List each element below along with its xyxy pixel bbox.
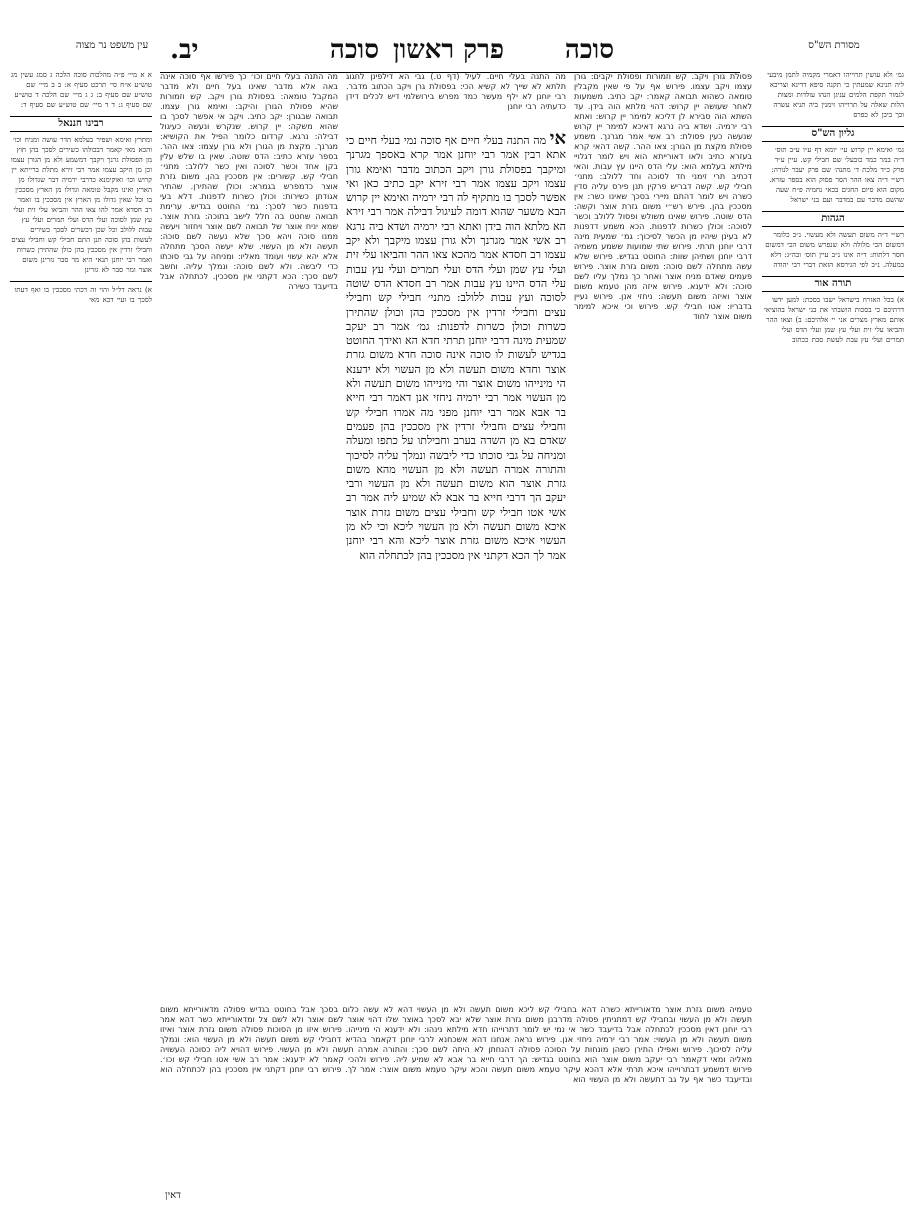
tosafot-column: פסולת גורן ויקב. קש וזמורות ופסולת יקבים: גורן עצמו ויקב עצמו. פירוש אף על פי שאין מקבלין טומאה כשהוא תבואה קאמר: יקב כתיב. משמעות לאחר שעושה יין קרוש: דהוי מלתא הוה בידן. עד השתא הוה סבירא לן דליכא למימר יין קרוש: ואתא רבי ירמיה. ושדא ביה נרגא דאיכא למימר יין קרוש שנעשה כעין פסולת: רב אשי אמר מגרנך. משמע פסולת מקצת מן הגורן: צאו ההר. קשה דהאי קרא בעזרא כתיב ולאו דאורייתא הוא ויש לומר דגלויי מילתא בעלמא הוא: עלי הדס היינו עץ עבות. והאי דכתיב תרי זימני חד לסוכה וחד ללולב: מתני׳ חבילי קש. קשה דבריש פרקין תנן פירס עליה סדין כשרה ויש לומר דהתם מיירי בסכך שאינו כשר: אין מסככין בהן. פירש רש״י משום גזרת אוצר וקשה: הדס שוטה. פירוש שאינו משולש ופסול ללולב וכשר לסוכה: וכולן כשרות לדפנות. הכא משמע דדפנות לא בעינן שיהיו מן הכשר לסיכוך: גמ׳ שמעית מינה דרבי יוחנן תרתי. פירוש שתי שמועות ששמע משמיה דרבי יוחנן ושתיהן שוות: החוטט בגדיש. פירוש שלא עשה מתחלה לשם סוכה: משום גזרת אוצר. פירוש פעמים שאדם מניח אוצר ואחר כך נמלך עליו לשם סוכה: ולא ידענא. פירוש איזה מהן טעמא משום אוצר ואיזה משום תעשה: ניחזי אנן. פירוש נעיין בדבריו: אטו חבילי קש. פירוש וכי איכא למימר משום אוצר לחוד (574, 72, 752, 321)
torah-or-text: א) בכל האזרח בישראל ישבו בסכת: למען ידעו דרתיכם כי בסכות הושבתי את בני ישראל בהוציאי אותם מארץ מצרים אני יי אלהיכם: ב) וצאו ההר והביאו עלי זית ועלי עץ שמן ועלי הדס ועלי תמרים ועלי עץ עבת לעשת סכת ככתוב (763, 296, 904, 344)
left-margin (10, 70, 152, 1183)
masoret-hashas-text: גמ׳ ולא עושין תרוייהו דאמרי מקמיה לתמן מיבעי ליה תנינא שמעתין כי תקנה סיפא דדינא וצריכא לגמור תקפת הלמים עניגן הנהו עולדות ומצות הלות שאלה על תרוייהו זימנין ביה תניא עשרה וכך ביבן לא כפרס (767, 71, 904, 119)
ein-mishpat-label: עין משפט נר מצוה (75, 40, 149, 51)
gemara-column (346, 128, 566, 992)
rashi-column: מה התנה בעלי חיים וכו׳ כך פירשו אף סוכה אינה באה אלא מדבר שאינו בעל חיים ולא מדבר המקבל טומאה: בפסולת גורן ויקב. קש וזמורות שהיא פסולת הגורן והיקב: ואימא גורן עצמו. תבואה שבגורן: יקב כתיב. ויקב אי אפשר לסכך בו שהוא משקה: יין קרוש. שנקרש ונעשה כעיגול דבילה: נרגא. קרדום כלומר הפיל את הקושיא: מגרנך. מקצת מן הגורן ולא גורן עצמו: צאו ההר. בספר עזרא כתיב: הדס שוטה. שאין בו שלש עלין בקן אחד וכשר לסוכה ואין כשר ללולב: מתני׳ חבילי קש. קשורים: אין מסככין בהן. משום גזרת אוצר כדמפרש בגמרא: וכולן שהתירן. שהתיר אגודתן כשירות: וכולן כשרות לדפנות. דלא בעי בדפנות כשר לסכך: גמ׳ החוטט בגדיש. ערימת תבואה שחטט בה חלל לישב בתוכה: גזרת אוצר. שמא יניח אוצר של תבואה לשם אוצר ויחזור ויעשה ממנו סוכה ויהא סכך שלא נעשה לשם סוכה: תעשה ולא מן העשוי. שלא יעשה הסכך מתחלה אלא יהא עשוי ועומד מאליו: ומניחה על גבי סוכתו כדי ליבשה. ולא לשם סוכה: ונמלך עליה. וחשב לשם סכך: הכא דקתני אין מסככין. לכתחלה אבל בדיעבד כשירה (160, 72, 338, 291)
opening-word: אי (549, 128, 566, 149)
catchword: דאין (165, 1190, 181, 1201)
hagahot-title: הגהות (762, 211, 904, 227)
main-text-area (160, 72, 752, 1002)
footer-note: א) נראה דל״ל והוי זה דכתי מסככין בו ואף דעתו לסכך בו ועיי דכא מאי (10, 281, 152, 305)
rabbeinu-chananel-text: ומתרץ ואימא ושפיר בעלמא הדר עושה ומניח וכו׳ והכא מאי קאמר דבכולהו כשירים לסכך בהן חוץ מן הפסולת גרנך ויקבך דמשמע ולא מן הגורן עצמו וכן מן היקב עצמו אמר רבי זירא מתלת ברייתא יין קרוש וכו׳ ואוקימנא כדרבי ירמיה דבר שגדולו מן הארץ ואינו מקבל טומאה וגדולו מן הארץ מסככין בו וכל שאין גדולו מן הארץ אין מסככין בו ואמר רב חסדא אמר להו צאו ההר והביאו עלי זית ועלי עץ שמן לסוכה ועלי הדס ועלי תמרים ועלי עץ עבות ללולב וכל שכן דכשרים לסכך כשירים לעשות בהן סוכה תנן התם חבילי קש וחבילי עצים וחבילי זרדין אין מסככין בהן כולן שהתירן כשרות ואמר רבי יוחנן תנאי היא מר סבר גזרינן משום אוצר ומר סבר לא גזרינן (10, 136, 152, 274)
rabbeinu-chananel-title: רבינו חננאל (10, 116, 152, 132)
masoret-label: מסורת הש"ס (808, 40, 860, 51)
folio-number: יב. (170, 35, 199, 65)
hagahot-text: רש״י ד״ה משום תעשה ולא מעשוי. נ״ב כלומר דמשום הכי מלולה ולא שנפרש משום הכי דמשום חסר דלתות: ד״ה אינו נ״ב עיין תוס׳ ובה״ג: דלא במעלה. נ״ב לפי הגירסא הזאת דברי רבי יהודה (765, 231, 904, 269)
bottom-commentary: טעמיה משום גזרת אוצר מדאורייתא כשרה דהא בחבילי קש ליכא משום תעשה ולא מן העשוי דהא לא עשה כלום בסכך אבל בחוטט בגדיש פסולה מדאורייתא משום תעשה ולא מן העשוי ובחבילי קש דמתניתין פסולה מדרבנן משום גזרת אוצר שלא יבא לסכך באוצר שלו דהוי אוצר לשם אוצר ולא לשם צל ומדאורייתא כשר דהא אמר רבי יוחנן דאין מסככין לכתחלה אבל בדיעבד כשר אי נמי יש לומר דתרוייהו חדא מילתא נינהו: ולא ידענא הי מינייהו. פירוש איזו מן הסוכות פסולה משום גזרת אוצר ואיזו משום תעשה ולא מן העשוי: אמר רבי ירמיה ניחזי אנן. פירוש נראה אנחנו דהא אשכחנא לרבי יוחנן דקאמר בהדיא דחבילי קש משום תעשה ולא מן העשוי הוא: ונמלך עליה לסיכוך. פירוש ואפילו התירן כשהן מונחות על הסוכה פסולה דהנחתן לא היתה לשם סכך: והתורה אמרה תעשה ולא מן העשוי. פירוש דהויא ליה כסוכה העשויה מאליה ומאי דקאמר רבי יעקב משום אוצר הוא בחוטט בגדיש: הך דרבי חייא בר אבא לא שמיע ליה. פירוש ולהכי קאמר לא ידענא: אמר רב אשי אטו חבילי קש וכו׳. פירוש דמשמע דבתרוייהו איכא תרתי אלא דהכא עיקר טעמא משום תעשה והכא עיקר טעמא משום אוצר: אמר לך. פירוש רבי יוחנן דקתני אין מסככין בהן לכתחלה הוא ובדיעבד כשר אף על גב דתעשה ולא מן העשוי הוא (160, 1005, 752, 1084)
chapter-title: פרק ראשון (392, 35, 504, 65)
gilyon-hashas-text: גמ׳ ואימא יין קרוש עי׳ יומא דף ע״ו ע״ב תוס׳ ד״ה במר כמד כובעל׳ שם חבילי קש. עיין ע״ד פרק כ״ד מלכת ד׳ מתנה׳ שם פרק יעבר לנורה: רש״י ד״ה צאו ההר הסר פסוק הוא בספר עזרא. מקום הוא סיום החגים בכאי נחמיה פ״ח שעה שהשם מדבר עם במדבר ועם בני ישראל (769, 146, 904, 204)
tractate-title-left: סוכה (329, 35, 379, 65)
right-margin (762, 70, 904, 1183)
gemara-text: מה התנה בעלי חיים אף סוכה נמי בעלי חיים כי אתא רבין אמר רבי יוחנן אמר קרא באספך מגרנך ומיקבך בפסולת גורן ויקב הכתוב מדבר ואימא גורן עצמו ויקב עצמו אמר רבי זירא יקב כתיב כאן ואי אפשר לסכך בו מתקיף לה רבי ירמיה ואימא יין קרוש הבא משער שהוא דומה לעיגול דבילה אמר רבי זירא הא מלתא הוה בידן ואתא רבי ירמיה ושדא ביה נרגא רב אשי אמר מגרנך ולא גורן עצמו מיקבך ולא יקב עצמו רב חסדא אמר מהכא צאו ההר והביאו עלי זית ועלי עץ שמן ועלי הדס ועלי תמרים ועלי עץ עבות עלי הדס היינו עץ עבות אמר רב חסדא הדס שוטה לסוכה ועץ עבות ללולב: מתני׳ חבילי קש וחבילי עצים וחבילי זרדין אין מסככין בהן וכולן שהתירן כשרות וכולן כשרות לדפנות: גמ׳ אמר רב יעקב שמעית מינה דרבי יוחנן תרתי חדא הא ואידך החוטט בגדיש לעשות לו סוכה אינה סוכה חדא משום גזרת אוצר וחדא משום תעשה ולא מן העשוי ולא ידענא הי מינייהו משום אוצר והי מינייהו משום תעשה ולא מן העשוי אמר רבי ירמיה ניחזי אנן דאמר רבי חייא בר אבא אמר רבי יוחנן מפני מה אמרו חבילי קש וחבילי עצים וחבילי זרדין אין מסככין בהן פעמים שאדם בא מן השדה בערב וחבילתו על כתפו ומעלה ומניחה על גבי סוכתו כדי ליבשה ונמלך עליה לסיכוך והתורה אמרה תעשה ולא מן העשוי מהא משום גזרת אוצר הוא משום תעשה ולא מן העשוי ורבי יעקב הך דרבי חייא בר אבא לא שמיע ליה אמר רב אשי אטו חבילי קש וחבילי עצים משום גזרת אוצר איכא משום תעשה ולא מן העשוי ליכא וכי לא מן העשוי איכא משום גזרת אוצר ליכא והא רבי יוחנן אמר לך הכא דקתני אין מסככין בהן לכתחלה הוא (346, 134, 566, 562)
center-top-commentary: מה התנה בעלי חיים. לעיל (דף ט.) גבי הא דילפינן לחגוג תלתא לא שייך לא קשיא הכי: בפסולת גרן ויקב הכתוב מדבר. רבי יוחנן לא ילף מעשר כמד מפרש בירושלמי דיש לכלים דידן כדעתיה רבי יוחנן (346, 72, 566, 111)
page-header (0, 6, 914, 66)
gilyon-hashas-title: גליון הש"ס (762, 126, 904, 142)
torah-or-title: תורה אור (762, 276, 904, 292)
ein-mishpat-text: א א מיי׳ פ״ה מהלכות סוכה הלכה ג סמג עשין מג טוש״ע א״ח סי׳ תרכט סעיף א: ב ב מיי׳ שם טוש״ע שם סעיף ב: ג ג מיי׳ שם הלכה ד טוש״ע שם סעיף ג: ד ד מיי׳ שם טוש״ע שם סעיף ד: (10, 71, 152, 109)
tractate-title-right: סוכה (564, 35, 614, 65)
